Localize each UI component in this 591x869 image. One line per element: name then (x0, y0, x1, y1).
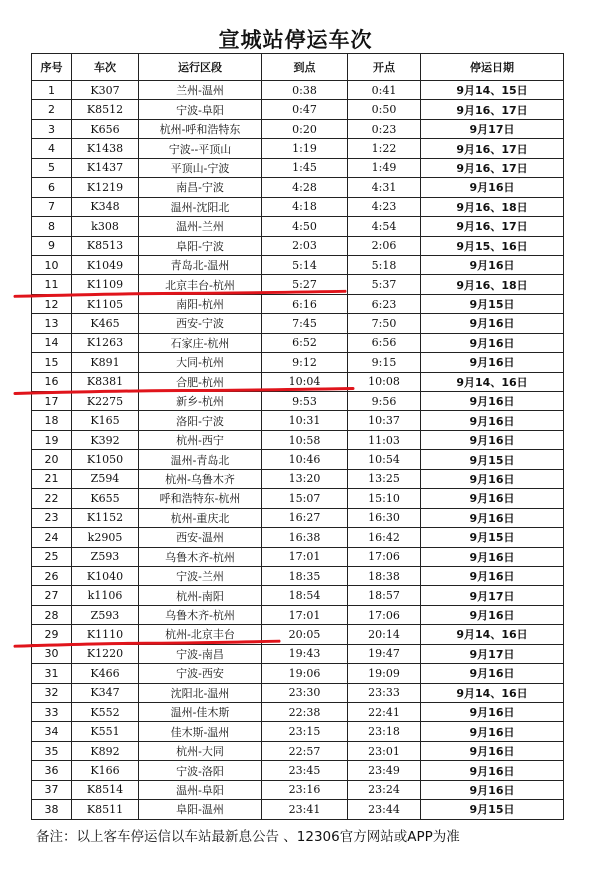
cell-date: 9月16、18日 (421, 275, 564, 294)
cell-arrive: 22:57 (262, 741, 348, 760)
cell-depart: 10:08 (348, 372, 421, 391)
cell-route: 西安-宁波 (139, 314, 262, 333)
table-row (32, 81, 564, 100)
cell-arrive: 18:54 (262, 586, 348, 605)
cell-index: 14 (32, 333, 72, 352)
cell-arrive: 0:38 (262, 81, 348, 100)
cell-arrive: 0:47 (262, 100, 348, 119)
cell-arrive: 19:43 (262, 644, 348, 663)
cell-train: K392 (72, 430, 139, 449)
table-row (32, 586, 564, 605)
table-row (32, 430, 564, 449)
cell-index: 1 (32, 81, 72, 100)
cell-train: K1105 (72, 294, 139, 313)
cell-route: 宁波--平顶山 (139, 139, 262, 158)
cell-index: 25 (32, 547, 72, 566)
table-row (32, 625, 564, 644)
cell-route: 杭州-呼和浩特东 (139, 119, 262, 138)
cell-route: 大同-杭州 (139, 353, 262, 372)
cell-route: 温州-沈阳北 (139, 197, 262, 216)
cell-arrive: 16:38 (262, 528, 348, 547)
cell-depart: 10:37 (348, 411, 421, 430)
cell-index: 37 (32, 780, 72, 799)
cell-depart: 2:06 (348, 236, 421, 255)
cell-train: K892 (72, 741, 139, 760)
header-depart: 开点 (348, 54, 421, 81)
cell-route: 新乡-杭州 (139, 392, 262, 411)
cell-depart: 4:23 (348, 197, 421, 216)
table-row (32, 644, 564, 663)
cell-depart: 18:38 (348, 566, 421, 585)
table-body (32, 81, 564, 820)
table-row (32, 508, 564, 527)
cell-route: 阜阳-温州 (139, 800, 262, 819)
table-row (32, 528, 564, 547)
cell-index: 34 (32, 722, 72, 741)
table-row (32, 314, 564, 333)
cell-index: 12 (32, 294, 72, 313)
cell-depart: 23:24 (348, 780, 421, 799)
cell-route: 南阳-杭州 (139, 294, 262, 313)
table-row (32, 275, 564, 294)
table-row (32, 722, 564, 741)
cell-train: k2905 (72, 528, 139, 547)
table-row (32, 605, 564, 624)
table-row (32, 178, 564, 197)
cell-train: K166 (72, 761, 139, 780)
cell-date: 9月16日 (421, 722, 564, 741)
table-row (32, 761, 564, 780)
header-train: 车次 (72, 54, 139, 81)
cell-index: 32 (32, 683, 72, 702)
cell-index: 4 (32, 139, 72, 158)
cell-train: K8512 (72, 100, 139, 119)
cell-route: 平顶山-宁波 (139, 158, 262, 177)
cell-depart: 19:47 (348, 644, 421, 663)
table-row (32, 158, 564, 177)
cell-date: 9月16日 (421, 566, 564, 585)
cell-route: 呼和浩特东-杭州 (139, 489, 262, 508)
cell-train: K2275 (72, 392, 139, 411)
cell-train: k1106 (72, 586, 139, 605)
cell-arrive: 10:58 (262, 430, 348, 449)
cell-train: K1049 (72, 255, 139, 274)
table-header-row (32, 54, 564, 81)
cell-index: 10 (32, 255, 72, 274)
cell-index: 18 (32, 411, 72, 430)
cell-index: 8 (32, 217, 72, 236)
cell-index: 2 (32, 100, 72, 119)
cell-index: 21 (32, 469, 72, 488)
cell-train: K465 (72, 314, 139, 333)
table-row (32, 255, 564, 274)
cell-train: K165 (72, 411, 139, 430)
cell-index: 19 (32, 430, 72, 449)
cell-date: 9月16、17日 (421, 158, 564, 177)
cell-arrive: 10:46 (262, 450, 348, 469)
footnote: 备注：以上客车停运信以车站最新息公告 、12306官方网站或APP为准 (36, 829, 460, 845)
cell-train: K8513 (72, 236, 139, 255)
cell-depart: 0:50 (348, 100, 421, 119)
cell-depart: 22:41 (348, 703, 421, 722)
cell-index: 38 (32, 800, 72, 819)
cell-depart: 10:54 (348, 450, 421, 469)
table-row (32, 217, 564, 236)
cell-date: 9月16日 (421, 314, 564, 333)
cell-route: 乌鲁木齐-杭州 (139, 547, 262, 566)
cell-train: Z594 (72, 469, 139, 488)
cell-route: 洛阳-宁波 (139, 411, 262, 430)
cell-date: 9月16日 (421, 780, 564, 799)
cell-route: 杭州-乌鲁木齐 (139, 469, 262, 488)
table-row (32, 450, 564, 469)
cell-train: K1040 (72, 566, 139, 585)
cell-index: 17 (32, 392, 72, 411)
cell-arrive: 2:03 (262, 236, 348, 255)
cell-arrive: 19:06 (262, 664, 348, 683)
cell-depart: 0:23 (348, 119, 421, 138)
cell-route: 杭州-重庆北 (139, 508, 262, 527)
cell-train: K8514 (72, 780, 139, 799)
table-row (32, 197, 564, 216)
cell-train: Z593 (72, 547, 139, 566)
cell-index: 16 (32, 372, 72, 391)
table-row (32, 469, 564, 488)
cell-depart: 23:18 (348, 722, 421, 741)
cell-train: K1152 (72, 508, 139, 527)
cell-route: 沈阳北-温州 (139, 683, 262, 702)
cell-route: 温州-佳木斯 (139, 703, 262, 722)
cell-route: 宁波-兰州 (139, 566, 262, 585)
cell-date: 9月16日 (421, 333, 564, 352)
cell-date: 9月14、16日 (421, 625, 564, 644)
cell-route: 北京丰台-杭州 (139, 275, 262, 294)
cell-train: K8511 (72, 800, 139, 819)
cell-date: 9月16、17日 (421, 100, 564, 119)
cell-arrive: 13:20 (262, 469, 348, 488)
cell-depart: 16:42 (348, 528, 421, 547)
cell-depart: 20:14 (348, 625, 421, 644)
cell-index: 9 (32, 236, 72, 255)
cell-route: 南昌-宁波 (139, 178, 262, 197)
table-row (32, 741, 564, 760)
table-row (32, 294, 564, 313)
cell-index: 24 (32, 528, 72, 547)
table-row (32, 353, 564, 372)
cell-date: 9月16、17日 (421, 217, 564, 236)
cell-train: K891 (72, 353, 139, 372)
cell-arrive: 5:27 (262, 275, 348, 294)
table-row (32, 566, 564, 585)
cell-index: 36 (32, 761, 72, 780)
cell-depart: 11:03 (348, 430, 421, 449)
cell-depart: 0:41 (348, 81, 421, 100)
table-row (32, 236, 564, 255)
cell-date: 9月16日 (421, 178, 564, 197)
table-row (32, 392, 564, 411)
cell-date: 9月16日 (421, 508, 564, 527)
cell-depart: 1:22 (348, 139, 421, 158)
cell-route: 乌鲁木齐-杭州 (139, 605, 262, 624)
table-row (32, 100, 564, 119)
cell-date: 9月15日 (421, 800, 564, 819)
cell-arrive: 23:30 (262, 683, 348, 702)
cell-route: 宁波-洛阳 (139, 761, 262, 780)
cell-index: 31 (32, 664, 72, 683)
cell-date: 9月16日 (421, 741, 564, 760)
cell-index: 22 (32, 489, 72, 508)
cell-index: 33 (32, 703, 72, 722)
cell-depart: 7:50 (348, 314, 421, 333)
cell-arrive: 4:28 (262, 178, 348, 197)
cell-train: K8381 (72, 372, 139, 391)
header-route: 运行区段 (139, 54, 262, 81)
cell-train: K348 (72, 197, 139, 216)
cell-arrive: 17:01 (262, 547, 348, 566)
cell-route: 西安-温州 (139, 528, 262, 547)
cell-date: 9月16日 (421, 392, 564, 411)
cell-train: K466 (72, 664, 139, 683)
cell-date: 9月16日 (421, 547, 564, 566)
cell-index: 3 (32, 119, 72, 138)
table-row (32, 780, 564, 799)
cell-arrive: 10:31 (262, 411, 348, 430)
cell-train: K655 (72, 489, 139, 508)
cell-date: 9月17日 (421, 586, 564, 605)
cell-index: 20 (32, 450, 72, 469)
cell-index: 13 (32, 314, 72, 333)
cell-index: 7 (32, 197, 72, 216)
table-row (32, 372, 564, 391)
table-row (32, 683, 564, 702)
cell-route: 青岛北-温州 (139, 255, 262, 274)
cell-train: K1263 (72, 333, 139, 352)
cell-route: 杭州-北京丰台 (139, 625, 262, 644)
cell-depart: 18:57 (348, 586, 421, 605)
cell-route: 阜阳-宁波 (139, 236, 262, 255)
cell-depart: 4:54 (348, 217, 421, 236)
cell-train: K1438 (72, 139, 139, 158)
cell-train: K307 (72, 81, 139, 100)
cell-date: 9月16日 (421, 353, 564, 372)
table-row (32, 119, 564, 138)
table-row (32, 333, 564, 352)
cell-route: 温州-兰州 (139, 217, 262, 236)
cell-depart: 9:56 (348, 392, 421, 411)
cell-route: 兰州-温州 (139, 81, 262, 100)
table-row (32, 411, 564, 430)
cell-date: 9月14、16日 (421, 372, 564, 391)
cell-index: 29 (32, 625, 72, 644)
cell-arrive: 9:12 (262, 353, 348, 372)
cell-route: 杭州-南阳 (139, 586, 262, 605)
cell-date: 9月16日 (421, 703, 564, 722)
header-arrive: 到点 (262, 54, 348, 81)
cell-arrive: 18:35 (262, 566, 348, 585)
cell-arrive: 1:45 (262, 158, 348, 177)
cell-route: 石家庄-杭州 (139, 333, 262, 352)
cell-route: 合肥-杭州 (139, 372, 262, 391)
cell-index: 27 (32, 586, 72, 605)
cell-arrive: 17:01 (262, 605, 348, 624)
cell-date: 9月16日 (421, 664, 564, 683)
cell-depart: 5:37 (348, 275, 421, 294)
cell-arrive: 20:05 (262, 625, 348, 644)
cell-depart: 19:09 (348, 664, 421, 683)
cell-date: 9月15日 (421, 294, 564, 313)
cell-arrive: 5:14 (262, 255, 348, 274)
cell-depart: 9:15 (348, 353, 421, 372)
cell-date: 9月16日 (421, 430, 564, 449)
cell-train: K1219 (72, 178, 139, 197)
cell-train: K347 (72, 683, 139, 702)
cell-depart: 6:23 (348, 294, 421, 313)
table-row (32, 547, 564, 566)
schedule-table (31, 53, 564, 820)
cell-date: 9月16、18日 (421, 197, 564, 216)
cell-depart: 17:06 (348, 547, 421, 566)
page-title: 宣城站停运车次 (218, 28, 373, 52)
cell-route: 温州-青岛北 (139, 450, 262, 469)
cell-arrive: 6:16 (262, 294, 348, 313)
cell-route: 杭州-西宁 (139, 430, 262, 449)
table-row (32, 703, 564, 722)
cell-date: 9月16日 (421, 605, 564, 624)
cell-depart: 16:30 (348, 508, 421, 527)
cell-index: 23 (32, 508, 72, 527)
cell-depart: 17:06 (348, 605, 421, 624)
cell-arrive: 15:07 (262, 489, 348, 508)
cell-depart: 23:33 (348, 683, 421, 702)
cell-date: 9月16日 (421, 411, 564, 430)
cell-date: 9月16日 (421, 255, 564, 274)
cell-date: 9月16日 (421, 469, 564, 488)
cell-train: K656 (72, 119, 139, 138)
table-row (32, 139, 564, 158)
cell-arrive: 6:52 (262, 333, 348, 352)
cell-arrive: 4:18 (262, 197, 348, 216)
cell-arrive: 0:20 (262, 119, 348, 138)
cell-index: 15 (32, 353, 72, 372)
cell-train: K1109 (72, 275, 139, 294)
cell-depart: 13:25 (348, 469, 421, 488)
cell-depart: 4:31 (348, 178, 421, 197)
cell-train: K1220 (72, 644, 139, 663)
cell-index: 5 (32, 158, 72, 177)
cell-route: 宁波-西安 (139, 664, 262, 683)
header-index: 序号 (32, 54, 72, 81)
cell-depart: 5:18 (348, 255, 421, 274)
cell-arrive: 10:04 (262, 372, 348, 391)
header-date: 停运日期 (421, 54, 564, 81)
cell-date: 9月15日 (421, 450, 564, 469)
cell-index: 26 (32, 566, 72, 585)
cell-arrive: 22:38 (262, 703, 348, 722)
cell-date: 9月16、17日 (421, 139, 564, 158)
cell-arrive: 23:15 (262, 722, 348, 741)
cell-date: 9月17日 (421, 119, 564, 138)
cell-route: 杭州-大同 (139, 741, 262, 760)
cell-date: 9月14、16日 (421, 683, 564, 702)
cell-index: 28 (32, 605, 72, 624)
cell-arrive: 7:45 (262, 314, 348, 333)
cell-depart: 23:44 (348, 800, 421, 819)
cell-date: 9月17日 (421, 644, 564, 663)
cell-date: 9月14、15日 (421, 81, 564, 100)
cell-index: 11 (32, 275, 72, 294)
cell-arrive: 16:27 (262, 508, 348, 527)
cell-train: K1437 (72, 158, 139, 177)
cell-index: 35 (32, 741, 72, 760)
cell-arrive: 1:19 (262, 139, 348, 158)
cell-route: 宁波-南昌 (139, 644, 262, 663)
cell-arrive: 4:50 (262, 217, 348, 236)
table-row (32, 800, 564, 819)
cell-arrive: 9:53 (262, 392, 348, 411)
table-row (32, 489, 564, 508)
cell-index: 6 (32, 178, 72, 197)
cell-date: 9月15、16日 (421, 236, 564, 255)
cell-route: 佳木斯-温州 (139, 722, 262, 741)
cell-train: K551 (72, 722, 139, 741)
cell-date: 9月15日 (421, 528, 564, 547)
cell-train: K1050 (72, 450, 139, 469)
cell-date: 9月16日 (421, 761, 564, 780)
cell-index: 30 (32, 644, 72, 663)
cell-train: k308 (72, 217, 139, 236)
cell-date: 9月16日 (421, 489, 564, 508)
cell-arrive: 23:16 (262, 780, 348, 799)
cell-route: 温州-阜阳 (139, 780, 262, 799)
cell-train: K552 (72, 703, 139, 722)
cell-depart: 15:10 (348, 489, 421, 508)
cell-arrive: 23:45 (262, 761, 348, 780)
cell-depart: 23:49 (348, 761, 421, 780)
cell-train: Z593 (72, 605, 139, 624)
table-row (32, 664, 564, 683)
cell-arrive: 23:41 (262, 800, 348, 819)
cell-depart: 1:49 (348, 158, 421, 177)
cell-depart: 23:01 (348, 741, 421, 760)
cell-depart: 6:56 (348, 333, 421, 352)
cell-route: 宁波-阜阳 (139, 100, 262, 119)
cell-train: K1110 (72, 625, 139, 644)
